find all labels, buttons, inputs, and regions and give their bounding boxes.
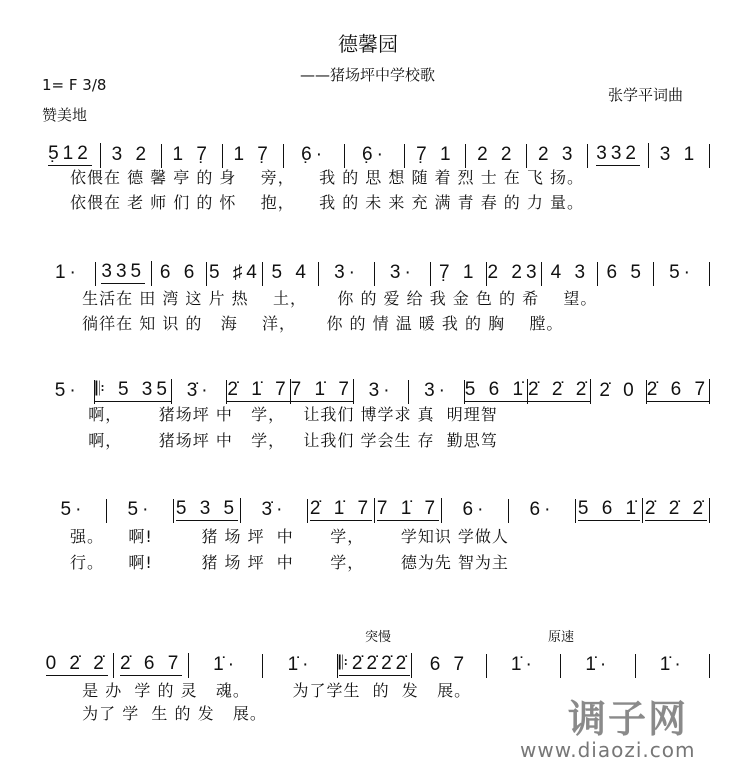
notes: 4 3 <box>550 262 590 283</box>
measure <box>174 498 241 523</box>
measure <box>528 379 591 404</box>
measure <box>647 379 710 404</box>
measure <box>561 654 635 678</box>
notes: 5̣12 <box>48 143 92 164</box>
measure <box>227 379 290 404</box>
watermark-url: www.diaozi.com <box>520 738 696 762</box>
measure <box>172 380 227 404</box>
notes: 2̇ 1̇ 7 <box>227 379 290 400</box>
lyrics-verse-2: 行。 啊! 猪 场 坪 中 学， 德为先 智为主 <box>70 553 509 572</box>
notes: 335 <box>101 261 146 282</box>
score-line <box>40 495 710 523</box>
notes: 2̇ 2̇ 2̇ <box>644 498 708 519</box>
notes: 3̇· <box>261 499 287 520</box>
lyrics-verse-2: 依偎在 老 师 们 的 怀 抱， 我 的 未 来 充 满 青 春 的 力 量。 <box>70 193 584 212</box>
notes: 0 2̇ 2̇ <box>45 653 108 674</box>
measure <box>591 380 646 404</box>
lyrics-verse-2: 啊， 猪场坪 中 学， 让我们 学会生 存 勤思笃 <box>70 431 498 450</box>
notes: 1 7̣ <box>172 144 211 165</box>
notes: 5 ♯4 <box>208 262 261 283</box>
notes: 2 3 <box>537 144 577 165</box>
notes: 3 2 <box>111 144 151 165</box>
notes: 3· <box>334 262 359 283</box>
tempo-mark: 原速 <box>548 630 575 645</box>
score-line <box>40 650 710 678</box>
notes: 5 4 <box>271 262 310 283</box>
measure <box>107 499 174 523</box>
notes: 1 7̣ <box>233 144 272 165</box>
notes: 5 6 1̇ <box>577 498 641 519</box>
measure <box>338 653 412 678</box>
notes: 3̇· <box>186 380 212 401</box>
measure <box>409 380 464 404</box>
notes: 5· <box>669 262 694 283</box>
measure <box>654 262 710 286</box>
notes: 𝄆 5 35 <box>95 379 171 400</box>
measure <box>207 262 263 286</box>
author-credit: 张学平词曲 <box>608 86 684 104</box>
expression-mark: 赞美地 <box>42 106 88 124</box>
measure <box>189 654 263 678</box>
notes: 6̣· <box>362 144 387 165</box>
notes: 5· <box>60 499 86 520</box>
lyrics-verse-2: 为了 学 生 的 发 展。 <box>70 704 267 723</box>
score-line <box>40 258 710 286</box>
score-line <box>40 376 710 404</box>
measure <box>114 653 188 678</box>
notes: 5· <box>54 380 80 401</box>
measure <box>291 379 354 404</box>
tempo-mark: 突慢 <box>365 630 392 645</box>
lyrics-verse-1: 是 办 学 的 灵 魂。 为了学生 的 发 展。 <box>70 681 472 700</box>
notes: 6̣· <box>301 144 327 165</box>
notes: 1̇· <box>585 654 611 675</box>
key-signature: 1= F 3/8 <box>42 76 107 94</box>
measure <box>598 262 654 286</box>
notes: 2̇ 1̇ 7 <box>309 498 373 519</box>
measure <box>576 498 643 523</box>
notes: 3· <box>368 380 394 401</box>
notes: 2̇ 2̇ 2̇ <box>528 379 591 400</box>
measure <box>40 262 96 286</box>
measure <box>152 262 208 286</box>
notes: 2̇ 0 <box>599 380 638 401</box>
notes: 1̇· <box>510 654 536 675</box>
measure <box>40 653 114 678</box>
notes: 1̇· <box>659 654 685 675</box>
measure <box>636 654 710 678</box>
notes: 332 <box>596 143 640 164</box>
measure <box>542 262 598 286</box>
notes: 1̇· <box>213 654 239 675</box>
measure <box>96 261 152 286</box>
measure <box>308 498 375 523</box>
notes: 2 2 <box>477 144 516 165</box>
notes: 6 5 <box>606 262 645 283</box>
measure <box>509 499 576 523</box>
measure <box>375 262 431 286</box>
notes: 5 6 1̇ <box>464 379 528 400</box>
song-subtitle: ——猪场坪中学校歌 <box>300 66 436 84</box>
measure <box>95 379 172 404</box>
notes: 5 3 5 <box>175 498 239 519</box>
notes: 6· <box>529 499 555 520</box>
lyrics-verse-2: 徜徉在 知 识 的 海 洋， 你 的 情 温 暖 我 的 胸 膛。 <box>70 314 564 333</box>
measure <box>319 262 375 286</box>
notes: 2 23 <box>487 262 541 283</box>
watermark-logo: 调子网 <box>568 697 689 741</box>
notes: 1̇· <box>287 654 313 675</box>
measure <box>465 379 528 404</box>
measure <box>241 499 308 523</box>
notes: 5· <box>127 499 153 520</box>
notes: 2̇ 6 7 <box>646 379 710 400</box>
measure <box>40 499 107 523</box>
notes: 3 1 <box>659 144 699 165</box>
notes: 3· <box>424 380 450 401</box>
notes: 7 1̇ 7 <box>290 379 353 400</box>
measure <box>354 380 409 404</box>
notes: 6 7 <box>429 654 469 675</box>
measure <box>643 498 710 523</box>
measure <box>487 654 561 678</box>
notes: 1· <box>54 262 80 283</box>
lyrics-verse-1: 啊， 猪场坪 中 学， 让我们 博学求 真 明理智 <box>70 405 498 424</box>
measure <box>442 499 509 523</box>
measure <box>412 654 486 678</box>
lyrics-verse-1: 强。 啊! 猪 场 坪 中 学， 学知识 学做人 <box>70 527 509 546</box>
measure <box>40 380 95 404</box>
song-title: 德馨园 <box>338 32 398 56</box>
measure <box>431 262 487 286</box>
score-line <box>40 140 710 168</box>
measure <box>487 262 543 286</box>
notes: 2̇ 6 7 <box>120 653 183 674</box>
measure <box>375 498 442 523</box>
notes: 7̣ 1 <box>416 144 455 165</box>
lyrics-verse-1: 依偎在 德 馨 亭 的 身 旁， 我 的 思 想 随 着 烈 士 在 飞 扬。 <box>70 168 584 187</box>
measure <box>263 262 319 286</box>
notes: 6· <box>462 499 488 520</box>
notes: 6 6 <box>159 262 199 283</box>
measure <box>263 654 337 678</box>
notes: 7̣ 1 <box>439 262 478 283</box>
notes: 7 1̇ 7 <box>376 498 440 519</box>
notes: 𝄆2̇2̇2̇2̇ <box>338 653 411 674</box>
lyrics-verse-1: 生活在 田 湾 这 片 热 土， 你 的 爱 给 我 金 色 的 希 望。 <box>70 289 598 308</box>
notes: 3· <box>389 262 415 283</box>
